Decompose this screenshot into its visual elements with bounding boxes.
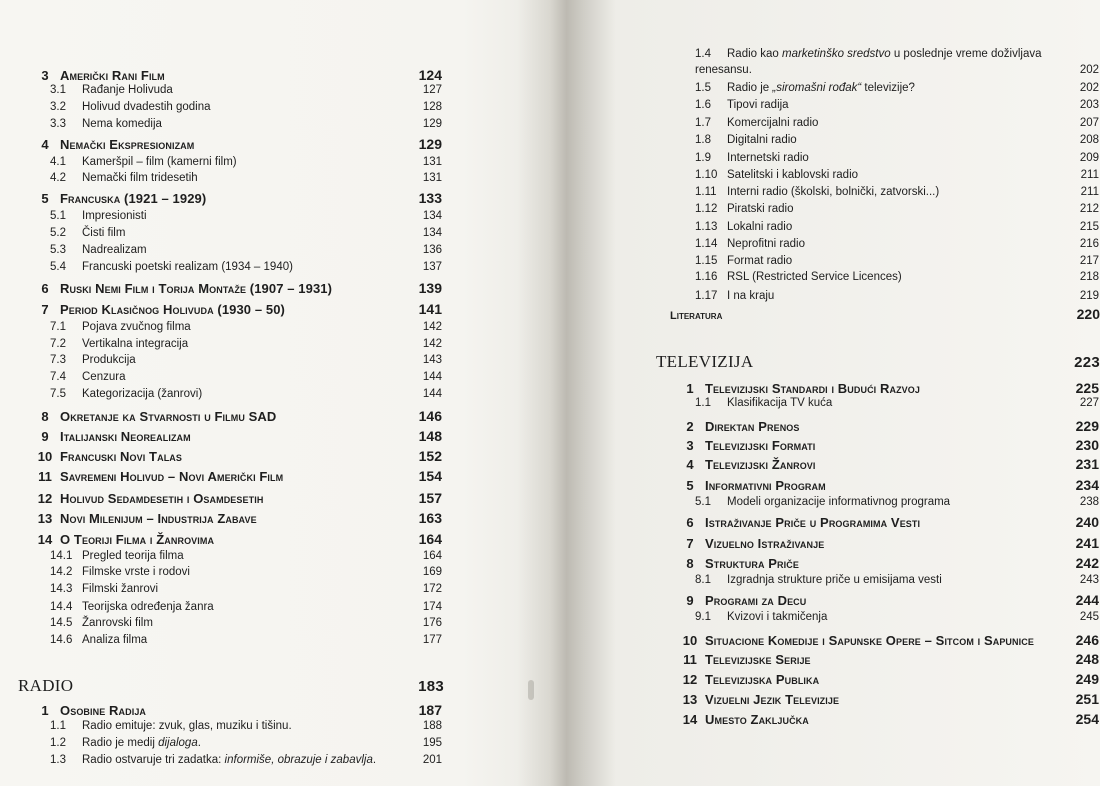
page-number: 254 (1075, 711, 1099, 727)
entry-title: Osobine Radija (60, 703, 147, 718)
entry-number: 8 (41, 409, 49, 424)
entry-title: Vizuelni Jezik Televizije (705, 692, 840, 707)
entry-number: 1.7 (695, 117, 711, 129)
entry-title: RADIO (18, 676, 74, 695)
page-number: 152 (418, 448, 442, 464)
entry-title: Francuski poetski realizam (1934 – 1940) (82, 261, 293, 273)
entry-title: Pojava zvučnog filma (82, 321, 191, 333)
page-number: 240 (1075, 514, 1099, 530)
page-number: 201 (422, 754, 442, 766)
page-number: 244 (1075, 592, 1099, 608)
entry-title: Neprofitni radio (727, 238, 805, 250)
page-number: 231 (1075, 456, 1099, 472)
entry-number: 5.1 (695, 496, 711, 508)
entry-title: Francuski Novi Talas (60, 449, 182, 464)
entry-number: 5.1 (50, 210, 66, 222)
entry-title: Lokalni radio (727, 221, 793, 233)
toc-entry[interactable] (670, 306, 1100, 322)
entry-title: I na kraju (727, 290, 775, 302)
toc-entry[interactable] (30, 634, 442, 646)
page-number: 157 (418, 490, 442, 506)
entry-title: Televizijski Standardi i Budući Razvoj (705, 381, 920, 396)
page-number: 139 (418, 280, 442, 296)
entry-number: 14 (37, 532, 53, 547)
emphasis-text: marketinško sredstvo (781, 48, 891, 60)
toc-entry[interactable] (30, 354, 442, 366)
entry-title: Radio je „siromašni rođak“ televizije? (727, 82, 915, 94)
page-number: 176 (422, 617, 442, 629)
toc-entry[interactable] (675, 651, 1099, 667)
entry-title: Radio ostvaruje tri zadatka: informiše, obrazuje i zabavlja. (82, 754, 377, 766)
page-number: 187 (418, 702, 442, 718)
toc-entry[interactable] (30, 338, 442, 350)
page-number: 164 (418, 531, 442, 547)
page-number: 203 (1079, 99, 1099, 111)
page-number: 131 (422, 172, 442, 184)
entry-title: Kameršpil – film (kamerni film) (82, 156, 237, 168)
page-number: 249 (1075, 671, 1099, 687)
entry-title: Filmske vrste i rodovi (82, 566, 190, 578)
entry-number: 13 (682, 692, 698, 707)
entry-title: Cenzura (82, 371, 126, 383)
page-number: 144 (422, 388, 442, 400)
entry-title: Francuska (1921 – 1929) (60, 191, 207, 206)
entry-title: Komercijalni radio (727, 117, 819, 129)
toc-entry[interactable] (675, 99, 1099, 111)
page-number: 169 (422, 566, 442, 578)
entry-title: Klasifikacija TV kuća (727, 397, 833, 409)
entry-number: 14.4 (50, 601, 73, 613)
entry-title: Umesto Zaključka (705, 712, 809, 727)
toc-entry[interactable] (30, 84, 442, 96)
entry-number: 1.11 (695, 186, 717, 198)
toc-entry[interactable] (30, 136, 442, 152)
left-page (0, 0, 520, 786)
toc-entry[interactable] (30, 301, 442, 317)
emphasis-text: informiše, obrazuje i zabavlja (224, 754, 373, 766)
toc-entry[interactable] (675, 152, 1099, 164)
entry-number: 3 (686, 438, 694, 453)
toc-entry[interactable] (675, 611, 1099, 623)
entry-title: Impresionisti (82, 210, 147, 222)
page-number: 218 (1079, 271, 1099, 283)
toc-entry[interactable] (18, 676, 444, 696)
page-number: 241 (1075, 535, 1099, 551)
entry-title: Izgradnja strukture priče u emisijama vesti (727, 574, 942, 586)
entry-title: Interni radio (školski, bolnički, zatvorski...) (727, 186, 940, 198)
toc-entry[interactable] (30, 754, 442, 766)
emphasis-text: „siromašni rođak“ (772, 82, 862, 94)
page-number: 234 (1075, 477, 1099, 493)
entry-title: Nadrealizam (82, 244, 147, 256)
entry-number: 8 (686, 556, 694, 571)
entry-number: 9.1 (695, 611, 711, 623)
entry-title: Pregled teorija filma (82, 550, 184, 562)
page-number: 174 (422, 601, 442, 613)
entry-number: 2 (686, 419, 694, 434)
entry-number: 4 (686, 457, 694, 472)
page-number: 209 (1079, 152, 1099, 164)
entry-number: 13 (37, 511, 53, 526)
page-number: 243 (1079, 574, 1099, 586)
page-number: 142 (422, 338, 442, 350)
page-number: 227 (1079, 397, 1099, 409)
entry-title: Kvizovi i takmičenja (727, 611, 828, 623)
page-number: 134 (422, 210, 442, 222)
page-number: 127 (422, 84, 442, 96)
toc-entry[interactable] (30, 371, 442, 383)
toc-entry[interactable] (675, 456, 1099, 472)
entry-title: Situacione Komedije i Sapunske Opere – Sitcom i Sapunice (705, 633, 1034, 648)
entry-number: 7.5 (50, 388, 66, 400)
entry-title: Ruski Nemi Film i Torija Montaže (1907 – 1931) (60, 281, 333, 296)
toc-entry[interactable] (675, 514, 1099, 530)
entry-title: Modeli organizacije informativnog programa (727, 496, 951, 508)
entry-number: 6 (686, 515, 694, 530)
entry-number: 1.13 (695, 221, 718, 233)
entry-number: 4 (41, 137, 49, 152)
toc-entry[interactable] (30, 737, 442, 749)
toc-entry[interactable] (30, 617, 442, 629)
entry-title: Programi za Decu (705, 593, 807, 608)
entry-number: 1.14 (695, 238, 718, 250)
entry-number: 12 (37, 491, 53, 506)
entry-number: 1 (686, 381, 694, 396)
entry-number: 1.8 (695, 134, 711, 146)
entry-title: Digitalni radio (727, 134, 797, 146)
entry-number: 1 (41, 703, 49, 718)
toc-entry[interactable] (656, 352, 1100, 372)
entry-number: 1.9 (695, 152, 711, 164)
toc-entry[interactable] (30, 261, 442, 273)
entry-title: Direktan Prenos (705, 419, 800, 434)
toc-entry[interactable] (30, 67, 442, 83)
entry-number: 9 (686, 593, 694, 608)
entry-number: 3.2 (50, 101, 66, 113)
entry-number: 1.16 (695, 271, 718, 283)
page-number: 229 (1075, 418, 1099, 434)
entry-number: 1.10 (695, 169, 718, 181)
toc-entry[interactable] (30, 531, 442, 547)
page-number: 223 (1074, 354, 1100, 371)
toc-entry[interactable] (30, 428, 442, 444)
gutter-mark (528, 680, 534, 700)
entry-number: 8.1 (695, 574, 711, 586)
entry-number: 14 (682, 712, 698, 727)
entry-title: RSL (Restricted Service Licences) (727, 271, 902, 283)
entry-title: Televizijske Serije (705, 652, 811, 667)
entry-number: 3 (41, 68, 49, 83)
entry-title: Period Klasičnog Holivuda (1930 – 50) (60, 302, 285, 317)
toc-entry[interactable] (675, 535, 1099, 551)
entry-title: Analiza filma (82, 634, 148, 646)
toc-entry[interactable] (675, 477, 1099, 493)
entry-title: Žanrovski film (82, 617, 153, 629)
entry-title: TELEVIZIJA (656, 352, 754, 371)
page-number: 208 (1079, 134, 1099, 146)
toc-entry[interactable] (30, 550, 442, 562)
entry-number: 5.2 (50, 227, 66, 239)
page-number: 128 (422, 101, 442, 113)
entry-title: Teorijska određenja žanra (82, 601, 214, 613)
entry-number: 5.3 (50, 244, 66, 256)
toc-entry[interactable] (30, 227, 442, 239)
entry-title: Televizijska Publika (705, 672, 820, 687)
page-number: 211 (1080, 186, 1099, 198)
toc-entry[interactable] (675, 671, 1099, 687)
entry-title: Radio emituje: zvuk, glas, muziku i tišinu. (82, 720, 292, 732)
page-number: 212 (1079, 203, 1099, 215)
toc-entry[interactable] (675, 592, 1099, 608)
entry-title: Internetski radio (727, 152, 809, 164)
toc-entry[interactable] (30, 156, 442, 168)
page-number: 248 (1075, 651, 1099, 667)
toc-entry[interactable] (675, 221, 1099, 233)
entry-title: Novi Milenijum – Industrija Zabave (60, 511, 257, 526)
entry-number: 12 (682, 672, 698, 687)
page-number: 141 (418, 301, 442, 317)
page-number: 154 (418, 468, 442, 484)
entry-number: 4.2 (50, 172, 66, 184)
entry-title: Holivud Sedamdesetih i Osamdesetih (60, 491, 264, 506)
toc-entry[interactable] (30, 601, 442, 613)
entry-number: 14.6 (50, 634, 73, 646)
page-number: 219 (1079, 290, 1099, 302)
toc-entry[interactable] (675, 496, 1099, 508)
entry-title: Savremeni Holivud – Novi Američki Film (60, 469, 284, 484)
entry-number: 7 (41, 302, 49, 317)
page-number: 220 (1076, 306, 1100, 322)
toc-entry[interactable] (675, 82, 1099, 94)
page-number: 207 (1079, 117, 1099, 129)
entry-number: 1.12 (695, 203, 718, 215)
entry-number: 1.5 (695, 82, 711, 94)
toc-entry[interactable] (675, 555, 1099, 571)
page-number: 144 (422, 371, 442, 383)
entry-number: 3.1 (50, 84, 66, 96)
page-number: 251 (1075, 691, 1099, 707)
toc-entry[interactable] (675, 574, 1099, 586)
page-number: 246 (1075, 632, 1099, 648)
page-number: 202 (1079, 64, 1099, 76)
page-number: 188 (422, 720, 442, 732)
page-number: 215 (1079, 221, 1099, 233)
entry-number: 14.5 (50, 617, 73, 629)
entry-number: 5 (686, 478, 694, 493)
page-number: 133 (418, 190, 442, 206)
entry-title: Nemački film tridesetih (82, 172, 198, 184)
entry-title: Format radio (727, 255, 793, 267)
toc-entry[interactable] (30, 172, 442, 184)
page-number: 131 (422, 156, 442, 168)
page-number: 238 (1079, 496, 1099, 508)
page-number: 245 (1079, 611, 1099, 623)
entry-number: 7 (686, 536, 694, 551)
entry-number: 7.1 (50, 321, 66, 333)
page-number: 202 (1079, 82, 1099, 94)
page-number: 172 (422, 583, 442, 595)
page-number: 148 (418, 428, 442, 444)
entry-title: Nemački Ekspresionizam (60, 137, 195, 152)
toc-entry[interactable] (675, 169, 1099, 181)
page-number: 136 (422, 244, 442, 256)
page-number: 195 (422, 737, 442, 749)
entry-title: Vertikalna integracija (82, 338, 189, 350)
entry-number: 11 (683, 652, 697, 667)
toc-entry[interactable] (30, 190, 442, 206)
toc-entry[interactable] (675, 437, 1099, 453)
page-number: 146 (418, 408, 442, 424)
toc-entry-continued[interactable] (675, 64, 1099, 76)
entry-title: Okretanje ka Stvarnosti u Filmu SAD (60, 409, 277, 424)
toc-entry[interactable] (675, 134, 1099, 146)
entry-title: Televizijski Žanrovi (705, 457, 816, 472)
entry-title: Italijanski Neorealizam (60, 429, 191, 444)
entry-number: 1.4 (695, 48, 711, 60)
entry-title: Produkcija (82, 354, 136, 366)
entry-title: Radio je medij dijaloga. (82, 737, 201, 749)
page-number: 183 (418, 678, 444, 695)
entry-title: Nema komedija (82, 118, 162, 130)
toc-entry[interactable] (675, 632, 1099, 648)
entry-number: 3.3 (50, 118, 66, 130)
toc-entry[interactable] (675, 380, 1099, 396)
entry-title: Literatura (670, 310, 723, 322)
toc-entry[interactable] (675, 117, 1099, 129)
entry-number: 1.6 (695, 99, 711, 111)
toc-entry[interactable] (30, 566, 442, 578)
page-number: 225 (1075, 380, 1099, 396)
toc-entry[interactable] (675, 290, 1099, 302)
entry-title: Filmski žanrovi (82, 583, 159, 595)
page-number: 134 (422, 227, 442, 239)
entry-title: renesansu. (695, 64, 752, 76)
entry-title: Televizijski Formati (705, 438, 816, 453)
page-number: 216 (1079, 238, 1099, 250)
page-number: 164 (422, 550, 442, 562)
entry-number: 5.4 (50, 261, 66, 273)
entry-title: Vizuelno Istraživanje (705, 536, 825, 551)
page-number: 211 (1080, 169, 1099, 181)
page-number: 230 (1075, 437, 1099, 453)
toc-entry[interactable] (30, 101, 442, 113)
entry-title: Holivud dvadestih godina (82, 101, 211, 113)
entry-number: 1.3 (50, 754, 66, 766)
entry-title: Čisti film (82, 227, 126, 239)
entry-number: 9 (41, 429, 49, 444)
toc-entry[interactable] (30, 490, 442, 506)
toc-entry[interactable] (30, 468, 442, 484)
entry-number: 7.2 (50, 338, 66, 350)
toc-entry[interactable] (675, 186, 1099, 198)
page-number: 124 (418, 67, 442, 83)
entry-title: Informativni Program (705, 478, 826, 493)
entry-title: Satelitski i kablovski radio (727, 169, 859, 181)
entry-number: 1.2 (50, 737, 66, 749)
entry-number: 7.4 (50, 371, 66, 383)
toc-entry[interactable] (675, 48, 1099, 60)
toc-entry[interactable] (30, 408, 442, 424)
toc-entry[interactable] (675, 255, 1099, 267)
right-page (540, 0, 1100, 786)
page-number: 129 (418, 136, 442, 152)
toc-entry[interactable] (675, 238, 1099, 250)
entry-title: Američki Rani Film (60, 68, 165, 83)
page-number: 137 (422, 261, 442, 273)
page-number: 142 (422, 321, 442, 333)
page-number: 242 (1075, 555, 1099, 571)
toc-entry[interactable] (675, 418, 1099, 434)
entry-title: Istraživanje Priče u Programima Vesti (705, 515, 921, 530)
entry-number: 10 (37, 449, 53, 464)
entry-title: Rađanje Holivuda (82, 84, 173, 96)
entry-number: 14.2 (50, 566, 73, 578)
toc-entry[interactable] (30, 510, 442, 526)
entry-number: 7.3 (50, 354, 66, 366)
toc-entry[interactable] (30, 702, 442, 718)
toc-entry[interactable] (30, 244, 442, 256)
page-number: 177 (422, 634, 442, 646)
toc-entry[interactable] (675, 271, 1099, 283)
entry-number: 10 (682, 633, 698, 648)
entry-number: 1.1 (50, 720, 66, 732)
entry-number: 14.1 (50, 550, 73, 562)
toc-entry[interactable] (30, 583, 442, 595)
entry-number: 5 (41, 191, 49, 206)
entry-number: 1.1 (695, 397, 711, 409)
page-number: 217 (1079, 255, 1099, 267)
entry-title: Radio kao marketinško sredstvo u poslednje vreme doživljava (727, 48, 1042, 60)
entry-number: 11 (38, 469, 52, 484)
toc-entry[interactable] (675, 397, 1099, 409)
toc-entry[interactable] (30, 321, 442, 333)
toc-entry[interactable] (30, 388, 442, 400)
toc-entry[interactable] (30, 720, 442, 732)
toc-entry[interactable] (30, 280, 442, 296)
toc-entry[interactable] (675, 691, 1099, 707)
toc-entry[interactable] (675, 203, 1099, 215)
page-number: 129 (422, 118, 442, 130)
entry-title: Kategorizacija (žanrovi) (82, 388, 203, 400)
entry-number: 6 (41, 281, 49, 296)
entry-number: 1.15 (695, 255, 718, 267)
toc-entry[interactable] (30, 118, 442, 130)
entry-title: O Teoriji Filma i Žanrovima (60, 532, 215, 547)
entry-number: 4.1 (50, 156, 66, 168)
entry-number: 1.17 (695, 290, 718, 302)
entry-title: Piratski radio (727, 203, 794, 215)
page-number: 143 (422, 354, 442, 366)
entry-title: Tipovi radija (727, 99, 789, 111)
toc-entry[interactable] (30, 210, 442, 222)
page-number: 163 (418, 510, 442, 526)
entry-number: 14.3 (50, 583, 73, 595)
toc-entry[interactable] (675, 711, 1099, 727)
toc-entry[interactable] (30, 448, 442, 464)
emphasis-text: dijaloga (158, 737, 198, 749)
entry-title: Struktura Priče (705, 556, 799, 571)
